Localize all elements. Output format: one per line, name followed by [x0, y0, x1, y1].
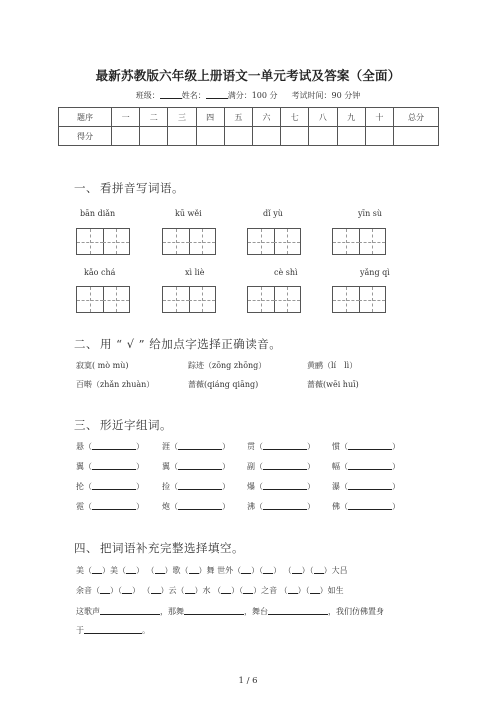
- word-blank[interactable]: [178, 461, 222, 470]
- similar-character-item: [247, 481, 315, 492]
- pinyin-label: yǎng qì: [360, 268, 390, 277]
- idiom-text: 余音（: [76, 586, 100, 595]
- paren-close: ）: [392, 462, 400, 471]
- paren-open: （: [340, 502, 348, 511]
- page-number: 1 / 6: [238, 676, 258, 686]
- idiom-blank[interactable]: [122, 585, 132, 594]
- idiom-blank[interactable]: [92, 565, 102, 574]
- paren-close: ）: [222, 442, 230, 451]
- similar-character-item: [76, 501, 144, 512]
- score-cell[interactable]: [196, 127, 224, 146]
- idiom-text: ）（: [301, 566, 314, 575]
- paren-open: （: [170, 442, 178, 451]
- score-header-cell: 四: [196, 108, 224, 127]
- idiom-text: 美（: [76, 566, 92, 575]
- score-header-cell: 六: [252, 108, 280, 127]
- writing-grid[interactable]: [332, 286, 386, 313]
- writing-grid[interactable]: [332, 228, 386, 255]
- idiom-blank[interactable]: [155, 565, 165, 574]
- reading-option[interactable]: 黄鹂（lí lì）: [307, 361, 358, 370]
- pinyin-label: kǎo chá: [84, 268, 116, 277]
- student-info-line: [0, 90, 496, 101]
- target-character: 瀑: [332, 482, 340, 491]
- full-score: 满分：100 分: [227, 91, 278, 100]
- section-title: 用 “ √ ” 给加点字选择正确读音。: [100, 337, 282, 351]
- reading-option[interactable]: 踪迹（zōng zhōng）: [188, 361, 267, 370]
- idiom-blank[interactable]: [126, 565, 136, 574]
- pinyin-label: bān diǎn: [80, 209, 116, 218]
- idiom-blank[interactable]: [288, 585, 298, 594]
- paren-open: （: [84, 462, 92, 471]
- section-title: 看拼音写词语。: [100, 181, 184, 195]
- sentence-text: 于: [76, 626, 84, 635]
- score-cell[interactable]: [224, 127, 252, 146]
- idiom-text: ）（: [297, 586, 310, 595]
- sentence-blank[interactable]: [268, 606, 328, 615]
- idiom-blank[interactable]: [100, 585, 110, 594]
- idiom-blank[interactable]: [151, 585, 161, 594]
- idiom-text: ）歌（: [164, 566, 189, 575]
- pinyin-label: dǐ yù: [263, 209, 283, 218]
- idiom-text: ）: [132, 586, 140, 595]
- idiom-text: ）之音: [253, 586, 278, 595]
- score-header-cell: 总分: [394, 108, 439, 127]
- idiom-text: ）大吕: [323, 566, 348, 575]
- idiom-text: （: [279, 586, 288, 595]
- idiom-blank[interactable]: [185, 585, 195, 594]
- similar-character-item: [162, 481, 230, 492]
- score-header-cell: 七: [281, 108, 309, 127]
- score-header-cell: 八: [309, 108, 337, 127]
- word-blank[interactable]: [348, 461, 392, 470]
- idiom-text: 世外（: [217, 566, 242, 575]
- target-character: 炮: [162, 502, 170, 511]
- reading-option[interactable]: 蔷薇(wēi huī): [307, 380, 359, 389]
- score-cell[interactable]: [168, 127, 196, 146]
- idiom-text: （: [283, 566, 292, 575]
- paren-close: ）: [136, 502, 144, 511]
- word-blank[interactable]: [178, 501, 222, 510]
- target-character: 翼: [162, 462, 170, 471]
- fill-sentence-line-1: [76, 606, 384, 617]
- idiom-text: ）（: [231, 586, 244, 595]
- writing-grid[interactable]: [76, 286, 130, 313]
- name-label: 姓名：: [181, 91, 206, 100]
- similar-character-item: [162, 461, 230, 472]
- target-character: 佛: [332, 502, 340, 511]
- paren-open: （: [170, 482, 178, 491]
- paren-open: （: [340, 442, 348, 451]
- sentence-blank[interactable]: [84, 625, 142, 634]
- score-cell[interactable]: [112, 127, 140, 146]
- score-cell[interactable]: [365, 127, 393, 146]
- exam-time: 考试时间：90 分钟: [291, 91, 361, 100]
- word-blank[interactable]: [348, 481, 392, 490]
- score-header-cell: 题序: [59, 108, 112, 127]
- word-blank[interactable]: [263, 501, 307, 510]
- score-cell[interactable]: [281, 127, 309, 146]
- paren-close: ）: [392, 502, 400, 511]
- paren-open: （: [84, 502, 92, 511]
- section-title: 把词语补充完整选择填空。: [100, 541, 244, 555]
- paren-open: （: [255, 502, 263, 511]
- paren-close: ）: [136, 482, 144, 491]
- paren-close: ）: [222, 502, 230, 511]
- target-character: 霓: [76, 502, 84, 511]
- paren-open: （: [170, 502, 178, 511]
- idiom-text: ）（: [251, 566, 264, 575]
- paren-close: ）: [222, 462, 230, 471]
- section-3-heading: [74, 417, 172, 433]
- section-1-heading: [74, 180, 184, 196]
- section-title: 形近字组词。: [100, 418, 172, 432]
- sentence-text: 。: [142, 626, 150, 635]
- similar-character-item: [162, 441, 230, 452]
- writing-grid[interactable]: [162, 286, 216, 313]
- score-table: [58, 107, 439, 146]
- score-table-header-row: [59, 108, 439, 127]
- similar-character-item: [247, 461, 315, 472]
- writing-grid[interactable]: [76, 228, 130, 255]
- sentence-text: ，那舞: [160, 607, 184, 616]
- paren-close: ）: [136, 462, 144, 471]
- target-character: 幅: [332, 462, 340, 471]
- score-cell[interactable]: [309, 127, 337, 146]
- idiom-text: ）（: [110, 586, 122, 595]
- paren-close: ）: [392, 482, 400, 491]
- paren-open: （: [255, 462, 263, 471]
- target-character: 惯: [332, 442, 340, 451]
- paren-close: ）: [307, 482, 315, 491]
- section-number: 四、: [74, 541, 98, 555]
- similar-character-item: [76, 461, 144, 472]
- score-cell[interactable]: [140, 127, 168, 146]
- writing-grid[interactable]: [247, 286, 301, 313]
- reading-option[interactable]: 蔷薇(qiáng qiāng): [188, 380, 259, 389]
- word-blank[interactable]: [348, 441, 392, 450]
- similar-character-item: [332, 461, 400, 472]
- paren-close: ）: [307, 462, 315, 471]
- score-table-score-row: [59, 127, 439, 146]
- target-character: 抡: [76, 482, 84, 491]
- idiom-line-2: [76, 585, 344, 596]
- score-header-cell: 十: [365, 108, 393, 127]
- word-blank[interactable]: [178, 481, 222, 490]
- similar-character-item: [332, 501, 400, 512]
- section-number: 三、: [74, 418, 98, 432]
- reading-option[interactable]: 百啭（zhǎn zhuàn）: [76, 380, 155, 389]
- reading-option[interactable]: 寂寞( mò mù): [76, 361, 129, 370]
- target-character: 副: [247, 462, 255, 471]
- similar-character-item: [76, 481, 144, 492]
- idiom-blank[interactable]: [221, 585, 231, 594]
- score-header-cell: 一: [112, 108, 140, 127]
- paren-open: （: [255, 442, 263, 451]
- idiom-blank[interactable]: [292, 565, 302, 574]
- similar-character-item: [247, 501, 315, 512]
- pinyin-label: kū wěi: [175, 209, 202, 218]
- target-character: 悬: [76, 442, 84, 451]
- target-character: 沸: [247, 502, 255, 511]
- paren-open: （: [170, 462, 178, 471]
- score-row-label: 得分: [59, 127, 112, 146]
- sentence-blank[interactable]: [184, 606, 244, 615]
- fill-sentence-line-2: [76, 625, 150, 636]
- score-header-cell: 三: [168, 108, 196, 127]
- paren-close: ）: [136, 442, 144, 451]
- section-number: 一、: [74, 181, 98, 195]
- paren-open: （: [84, 482, 92, 491]
- sentence-text: ，我们仿佛置身: [328, 607, 384, 616]
- idiom-blank[interactable]: [241, 565, 251, 574]
- pinyin-label: yīn sù: [358, 209, 383, 218]
- idiom-line-1: [76, 565, 348, 576]
- idiom-text: （: [142, 586, 151, 595]
- sentence-text: 这歌声: [76, 607, 100, 616]
- word-blank[interactable]: [92, 501, 136, 510]
- score-cell[interactable]: [252, 127, 280, 146]
- section-number: 二、: [74, 337, 98, 351]
- score-header-cell: 五: [224, 108, 252, 127]
- paren-open: （: [340, 482, 348, 491]
- score-header-cell: 二: [140, 108, 168, 127]
- word-blank[interactable]: [348, 501, 392, 510]
- target-character: 爆: [247, 482, 255, 491]
- idiom-blank[interactable]: [314, 565, 324, 574]
- sentence-blank[interactable]: [100, 606, 160, 615]
- idiom-text: ）: [273, 566, 282, 575]
- similar-character-item: [76, 441, 144, 452]
- word-blank[interactable]: [178, 441, 222, 450]
- writing-grid[interactable]: [247, 228, 301, 255]
- class-label: 班级：: [135, 91, 160, 100]
- pinyin-label: cè shì: [274, 268, 298, 277]
- idiom-text: （: [213, 586, 222, 595]
- similar-character-item: [332, 481, 400, 492]
- writing-grid[interactable]: [162, 228, 216, 255]
- word-blank[interactable]: [263, 481, 307, 490]
- paren-close: ）: [307, 442, 315, 451]
- idiom-text: ）水: [194, 586, 211, 595]
- target-character: 捡: [162, 482, 170, 491]
- section-4-heading: [74, 540, 244, 556]
- word-blank[interactable]: [92, 441, 136, 450]
- idiom-text: ）如生: [319, 586, 344, 595]
- name-blank[interactable]: [206, 90, 228, 99]
- target-character: 涯: [162, 442, 170, 451]
- class-blank[interactable]: [160, 90, 182, 99]
- section-2-heading: [74, 336, 281, 352]
- word-blank[interactable]: [92, 481, 136, 490]
- idiom-blank[interactable]: [310, 585, 320, 594]
- idiom-text: ）: [136, 566, 144, 575]
- similar-character-item: [162, 501, 230, 512]
- score-cell[interactable]: [394, 127, 439, 146]
- word-blank[interactable]: [263, 461, 307, 470]
- idiom-text: （: [146, 566, 155, 575]
- idiom-blank[interactable]: [243, 585, 253, 594]
- score-cell[interactable]: [337, 127, 365, 146]
- word-blank[interactable]: [92, 461, 136, 470]
- target-character: 贯: [247, 442, 255, 451]
- idiom-text: ）舞: [198, 566, 215, 575]
- document-title: 最新苏教版六年级上册语文一单元考试及答案（全面）: [95, 68, 401, 83]
- paren-open: （: [84, 442, 92, 451]
- idiom-text: ）云（: [160, 586, 185, 595]
- paren-open: （: [255, 482, 263, 491]
- paren-close: ）: [392, 442, 400, 451]
- pinyin-label: xì liè: [185, 268, 205, 277]
- idiom-text: ）美（: [102, 566, 126, 575]
- similar-character-item: [247, 441, 315, 452]
- sentence-text: ，舞台: [244, 607, 268, 616]
- paren-close: ）: [222, 482, 230, 491]
- score-header-cell: 九: [337, 108, 365, 127]
- paren-close: ）: [307, 502, 315, 511]
- idiom-blank[interactable]: [263, 565, 273, 574]
- word-blank[interactable]: [263, 441, 307, 450]
- paren-open: （: [340, 462, 348, 471]
- target-character: 翼: [76, 462, 84, 471]
- similar-character-item: [332, 441, 400, 452]
- idiom-blank[interactable]: [189, 565, 199, 574]
